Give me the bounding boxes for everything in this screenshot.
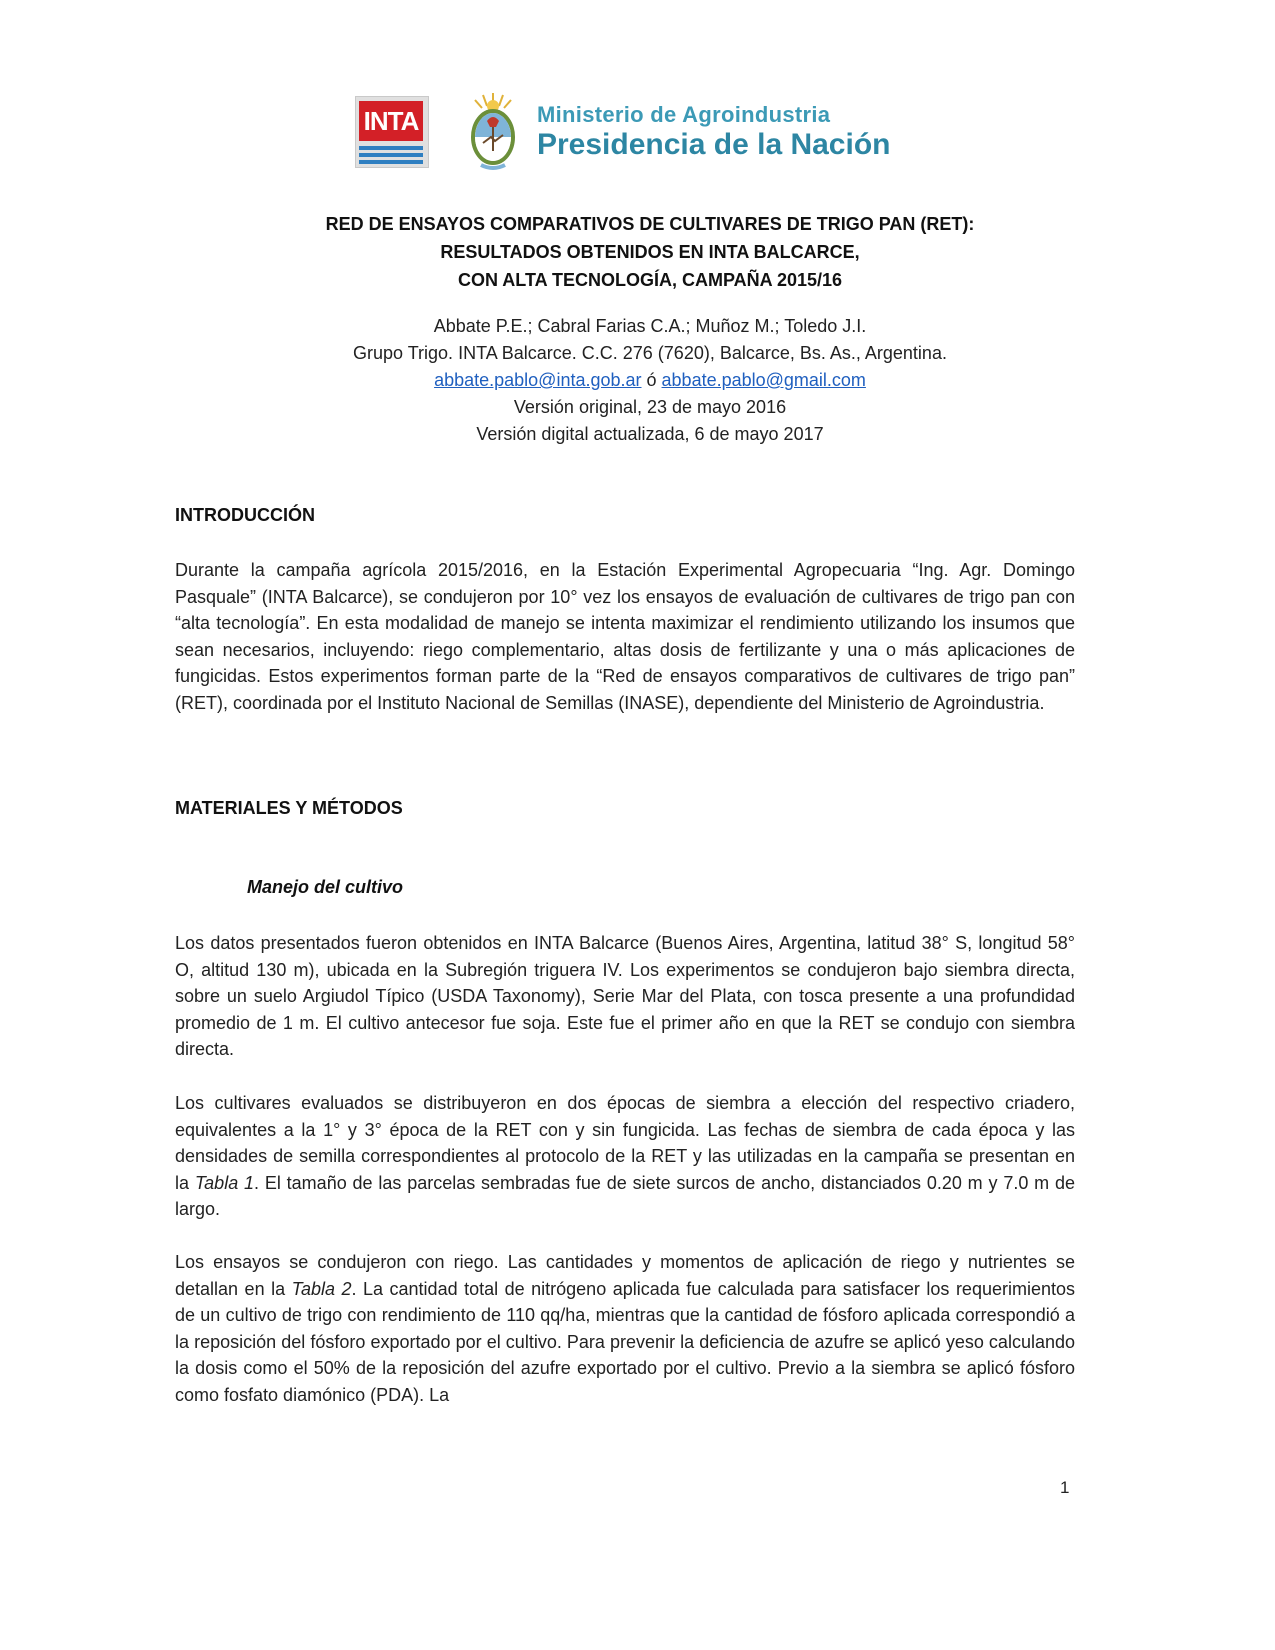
- affiliation: Grupo Trigo. INTA Balcarce. C.C. 276 (7620), Balcarce, Bs. As., Argentina.: [353, 343, 947, 363]
- version-digital: Versión digital actualizada, 6 de mayo 2017: [476, 424, 824, 444]
- emails: [175, 367, 1125, 394]
- ministry-logo-text: [537, 102, 890, 162]
- methods-paragraph-1: Los datos presentados fueron obtenidos en INTA Balcarce (Buenos Aires, Argentina, latitud 38° S, longitud 58° O, altitud 130 m), ubicada en la Subregión triguera IV. Los experimentos se condujeron bajo siembra directa, sobre un suelo Argiudol Típico (USDA Taxonomy), Serie Mar del Plata, con tosca presente a una profundidad promedio de 1 m. El cultivo antecesor fue soja. Este fue el primer año en que la RET se condujo con siembra directa.: [175, 933, 1075, 1059]
- table2-reference: Tabla 2: [291, 1278, 352, 1299]
- inta-logo: [355, 96, 429, 168]
- email-link-inta[interactable]: abbate.pablo@inta.gob.ar: [434, 370, 642, 390]
- methods-paragraph-2: Los cultivares evaluados se distribuyeron en dos épocas de siembra a elección del respectivo criadero, equivalentes a la 1° y 3° época de la RET con y sin fungicida. Las fechas de siembra de cada época y las densidades de semilla correspondientes al protocolo de la RET y las utilizadas en la campaña se presentan en la Tabla 1. El tamaño de las parcelas sembradas fue de siete surcos de ancho, distanciados 0.20 m y 7.0 m de largo.: [175, 1093, 1075, 1219]
- ministry-line2: Presidencia de la Nación: [537, 128, 891, 161]
- title-line1: RED DE ENSAYOS COMPARATIVOS DE CULTIVARES DE TRIGO PAN (RET):: [325, 214, 975, 234]
- email-link-gmail[interactable]: abbate.pablo@gmail.com: [661, 370, 866, 390]
- authors-block: [175, 313, 1125, 448]
- intro-heading: INTRODUCCIÓN: [175, 505, 315, 525]
- intro-paragraph: Durante la campaña agrícola 2015/2016, en la Estación Experimental Agropecuaria “Ing. Agr. Domingo Pasquale” (INTA Balcarce), se condujeron por 10° vez los ensayos de evaluación de cultivares de trigo pan con “alta tecnología”. En esta modalidad de manejo se intenta maximizar el rendimiento utilizando los insumos que sean necesarios, incluyendo: riego complementario, altas dosis de fertilizante y una o más aplicaciones de fungicidas. Estos experimentos forman parte de la “Red de ensayos comparativos de cultivares de trigo pan” (RET), coordinada por el Instituto Nacional de Semillas (INASE), dependiente del Ministerio de Agroindustria.: [175, 560, 1075, 713]
- page-number: 1: [1060, 1478, 1070, 1497]
- header-logos: [355, 92, 890, 172]
- table1-reference: Tabla 1: [194, 1172, 255, 1193]
- email-separator: ó: [641, 370, 662, 390]
- title-line2: RESULTADOS OBTENIDOS EN INTA BALCARCE,: [440, 242, 860, 262]
- ministry-line1: Ministerio de Agroindustria: [537, 102, 831, 127]
- title-line3: CON ALTA TECNOLOGÍA, CAMPAÑA 2015/16: [457, 270, 843, 290]
- national-seal-icon: [463, 91, 523, 173]
- crop-management-subheading: Manejo del cultivo: [247, 877, 404, 897]
- document-title: [175, 210, 1125, 294]
- methods-heading: MATERIALES Y MÉTODOS: [175, 798, 403, 818]
- methods-paragraph-3: Los ensayos se condujeron con riego. Las cantidades y momentos de aplicación de riego y nutrientes se detallan en la Tabla 2. La cantidad total de nitrógeno aplicada fue calculada para satisfacer los requerimientos de un cultivo de trigo con rendimiento de 110 qq/ha, mientras que la cantidad de fósforo aplicada correspondió a la reposición del fósforo exportado por el cultivo. Para prevenir la deficiencia de azufre se aplicó yeso calculando la dosis como el 50% de la reposición del azufre exportado por el cultivo. Previo a la siembra se aplicó fósforo como fosfato diamónico (PDA). La: [175, 1252, 1075, 1405]
- author-names: Abbate P.E.; Cabral Farias C.A.; Muñoz M.; Toledo J.I.: [433, 316, 867, 336]
- inta-logo-text: INTA: [359, 101, 423, 141]
- version-original: Versión original, 23 de mayo 2016: [513, 397, 787, 417]
